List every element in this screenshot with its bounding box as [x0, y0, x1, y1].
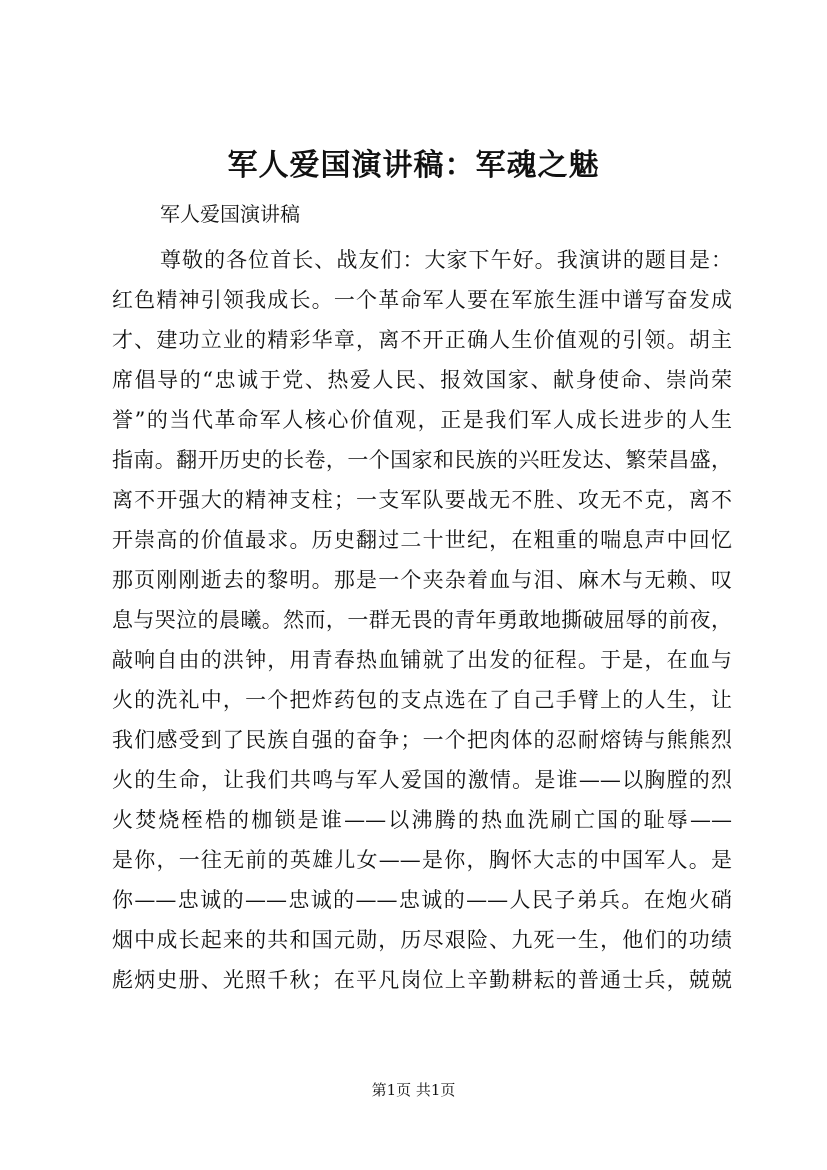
- text-line: 火的洗礼中，一个把炸药包的支点选在了自己手臂上的人生，让: [112, 688, 732, 712]
- text-line: 你——忠诚的——忠诚的——忠诚的——人民子弟兵。在炮火硝: [112, 888, 732, 912]
- text-line: 才、建功立业的精彩华章，离不开正确人生价值观的引领。胡主: [112, 328, 732, 352]
- text-line: 息与哭泣的晨曦。然而，一群无畏的青年勇敢地撕破屈辱的前夜，: [112, 608, 732, 632]
- body-paragraph: [112, 240, 732, 1000]
- text-line: 烟中成长起来的共和国元勋，历尽艰险、九死一生，他们的功绩: [112, 928, 732, 952]
- text-line: 是你，一往无前的英雄儿女——是你，胸怀大志的中国军人。是: [112, 848, 732, 872]
- text-line: 敲响自由的洪钟，用青春热血铺就了出发的征程。于是，在血与: [112, 648, 732, 672]
- text-line: 我们感受到了民族自强的奋争；一个把肉体的忍耐熔铸与熊熊烈: [112, 728, 732, 752]
- text-line: 指南。翻开历史的长卷，一个国家和民族的兴旺发达、繁荣昌盛，: [112, 448, 732, 472]
- page-title: 军人爱国演讲稿：军魂之魅: [227, 148, 600, 183]
- text-line: 火焚烧桎梏的枷锁是谁——以沸腾的热血洗刷亡国的耻辱——: [112, 808, 732, 832]
- subtitle: 军人爱国演讲稿: [160, 202, 300, 226]
- text-line: 誉”的当代革命军人核心价值观，正是我们军人成长进步的人生: [112, 408, 732, 432]
- text-line: 席倡导的“忠诚于党、热爱人民、报效国家、献身使命、崇尚荣: [112, 368, 732, 392]
- text-line: 彪炳史册、光照千秋；在平凡岗位上辛勤耕耘的普通士兵，兢兢: [112, 968, 732, 992]
- text-line: 离不开强大的精神支柱；一支军队要战无不胜、攻无不克，离不: [112, 488, 732, 512]
- page-footer: 第1页 共1页: [371, 1081, 456, 1099]
- text-line: 开崇高的价值最求。历史翻过二十世纪，在粗重的喘息声中回忆: [112, 528, 732, 552]
- text-line: 那页刚刚逝去的黎明。那是一个夹杂着血与泪、麻木与无赖、叹: [112, 568, 732, 592]
- text-line: 火的生命，让我们共鸣与军人爱国的激情。是谁——以胸膛的烈: [112, 768, 732, 792]
- text-line: 红色精神引领我成长。一个革命军人要在军旅生涯中谱写奋发成: [112, 288, 732, 312]
- text-line: 尊敬的各位首长、战友们：大家下午好。我演讲的题目是：: [160, 248, 732, 272]
